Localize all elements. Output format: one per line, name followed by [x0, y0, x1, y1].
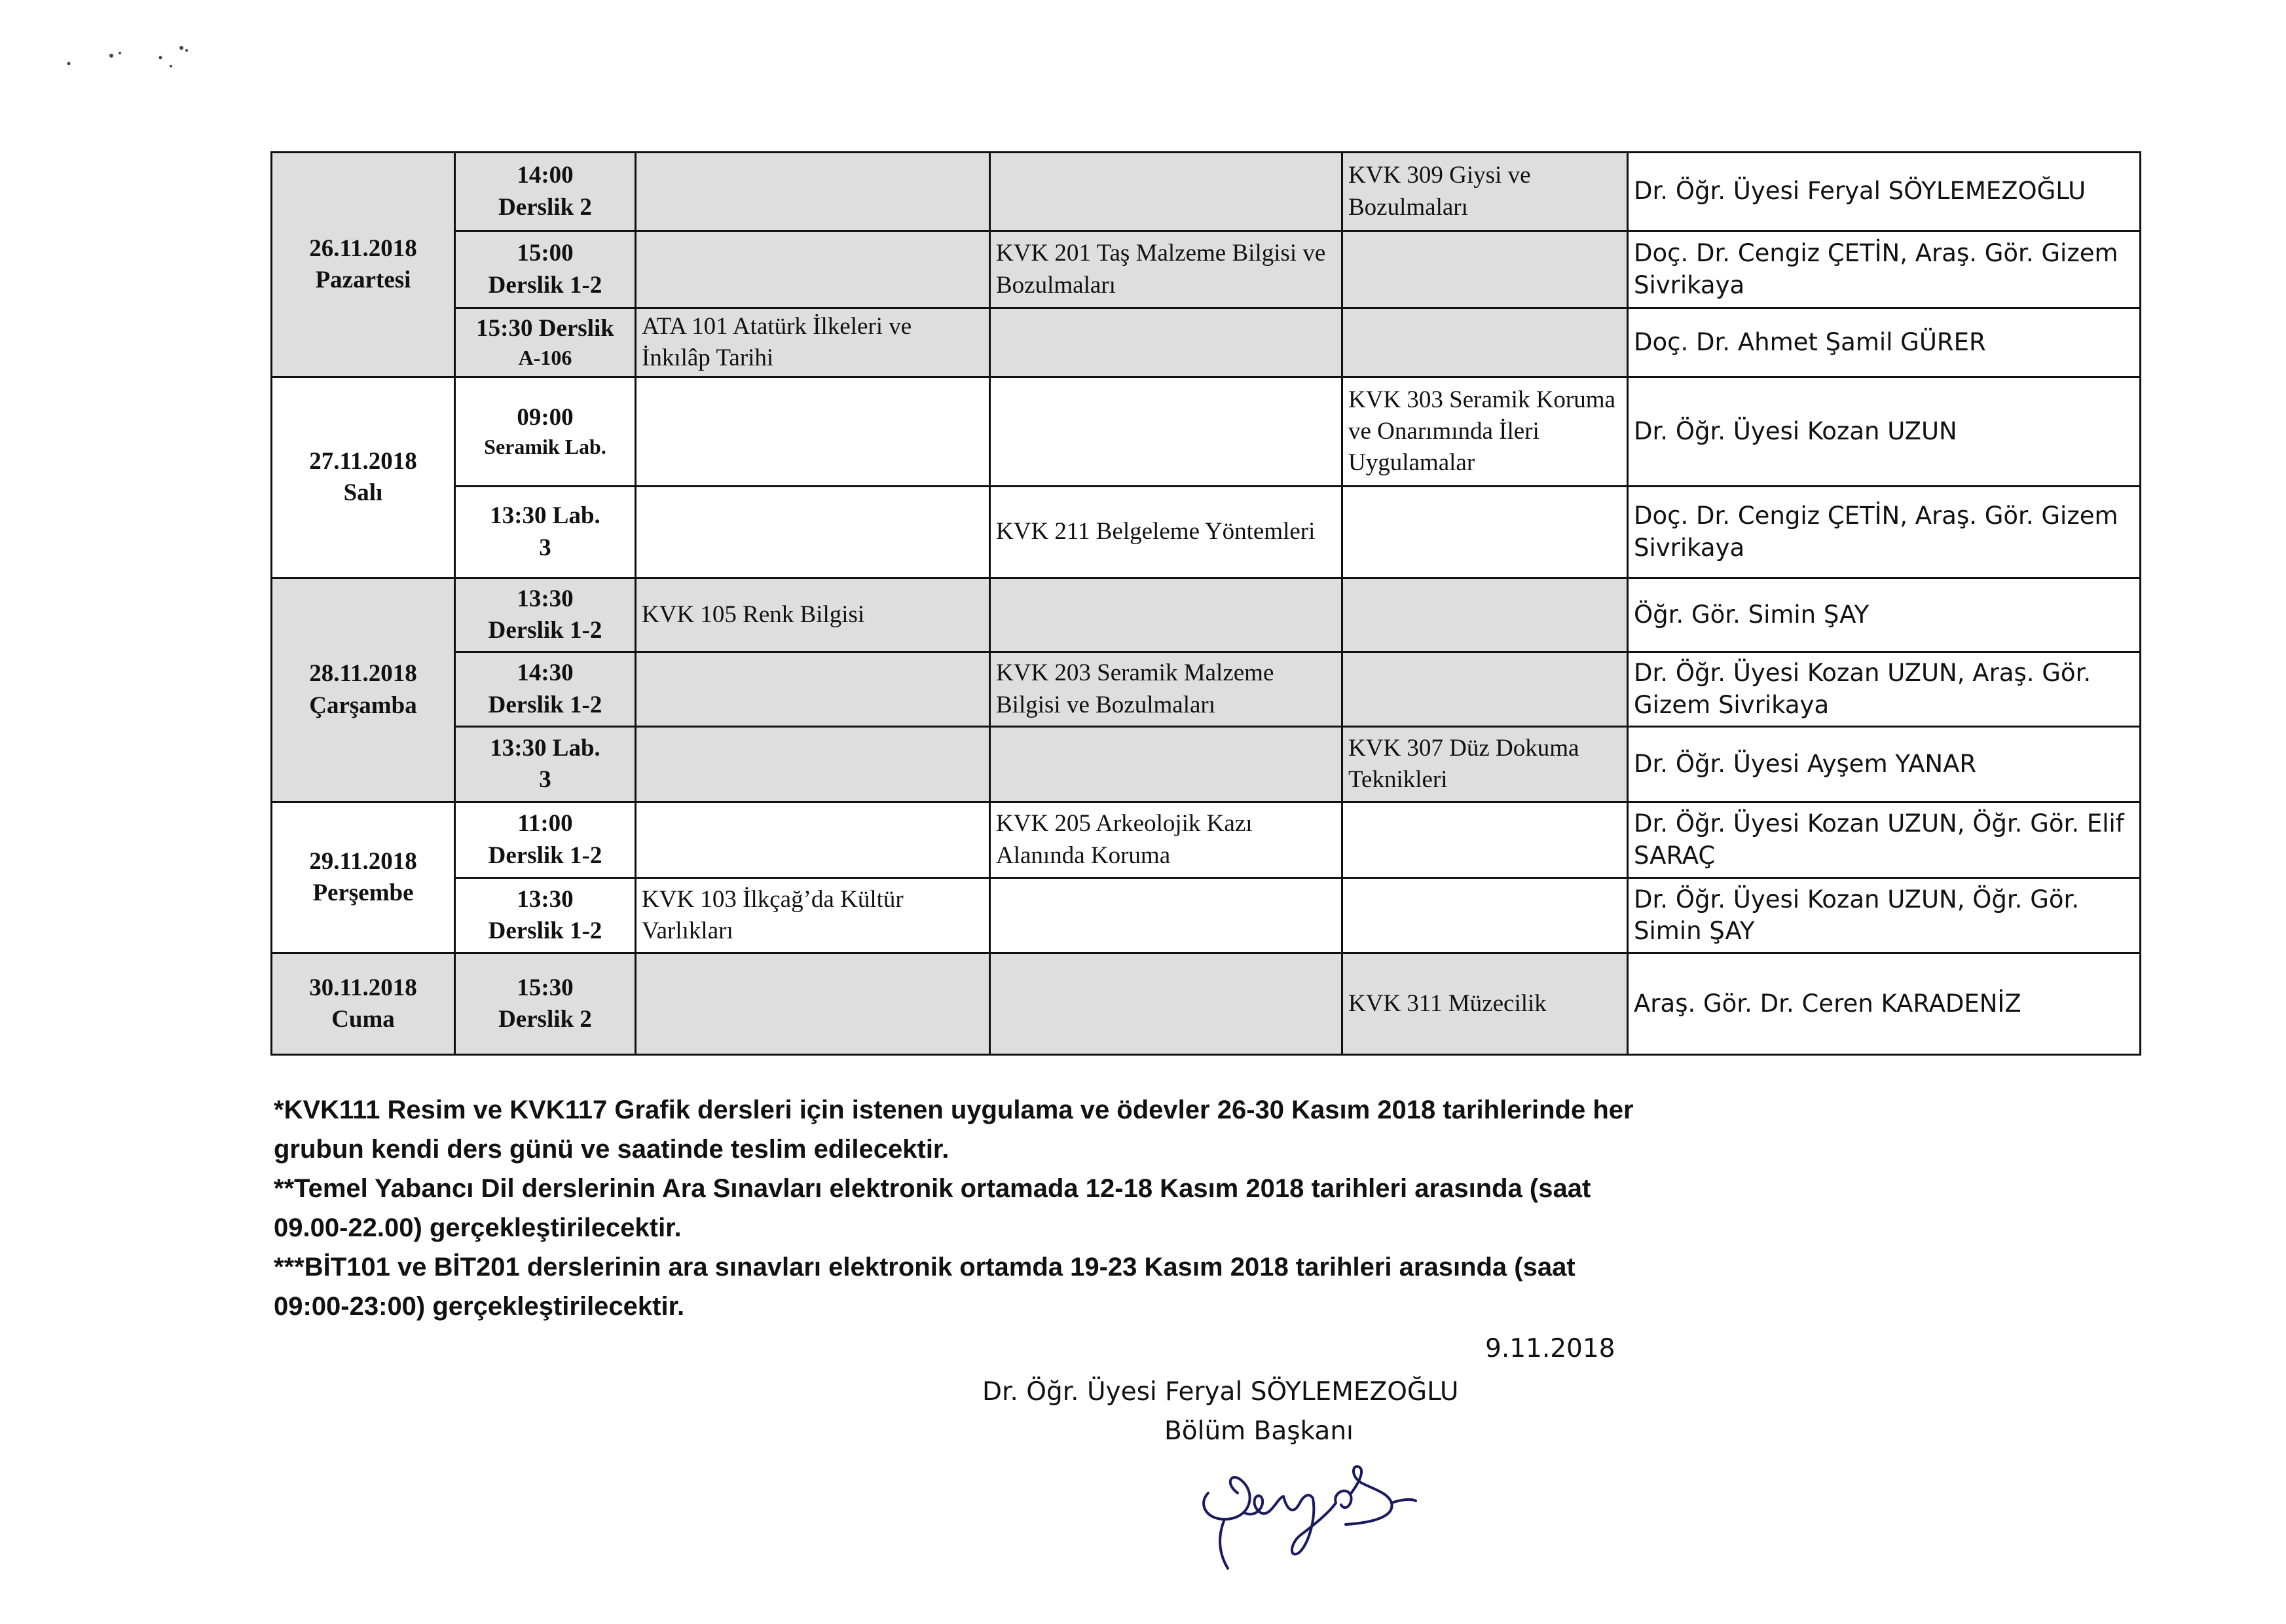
exam-room: Derslik 1-2	[488, 617, 602, 644]
exam-time: 13:30 Lab.	[490, 502, 600, 530]
lecturer-cell: Doç. Dr. Cengiz ÇETİN, Araş. Gör. Gizem Sivrikaya	[1628, 231, 2141, 308]
day-name: Cuma	[331, 1006, 395, 1033]
course-cell-third-year: KVK 311 Müzecilik	[1342, 953, 1628, 1055]
footnote: *KVK111 Resim ve KVK117 Grafik dersleri için istenen uygulama ve ödevler 26-30 Kasım 2018 tarihlerinde her grubun kendi ders günü ve saatinde teslim edilecektir.	[274, 1096, 1634, 1164]
course-cell-third-year	[1342, 308, 1628, 377]
exam-room: Derslik 1-2	[488, 691, 602, 718]
exam-schedule-table	[270, 151, 2141, 1056]
exam-room: 3	[539, 766, 551, 793]
exam-time: 15:00	[517, 240, 574, 267]
lecturer-cell: Dr. Öğr. Üyesi Kozan UZUN	[1628, 377, 2141, 487]
scan-specks	[62, 36, 219, 75]
course-cell-second-year	[990, 308, 1342, 377]
course-cell-second-year	[990, 878, 1342, 953]
day-name: Pazartesi	[315, 267, 411, 293]
course-cell-first-year: ATA 101 Atatürk İlkeleri ve İnkılâp Tarihi	[636, 308, 990, 377]
course-cell-second-year: KVK 201 Taş Malzeme Bilgisi ve Bozulmaları	[990, 231, 1342, 308]
time-cell	[455, 727, 636, 802]
schedule-row	[272, 652, 2141, 727]
exam-time: 13:30	[517, 885, 574, 913]
course-cell-third-year: KVK 309 Giysi ve Bozulmaları	[1342, 153, 1628, 231]
course-cell-first-year	[636, 802, 990, 878]
signatory-title: Bölüm Başkanı	[1164, 1416, 1354, 1446]
exam-time: 13:30 Lab.	[490, 734, 600, 762]
lecturer-cell: Dr. Öğr. Üyesi Kozan UZUN, Öğr. Gör. Elif SARAÇ	[1628, 802, 2141, 878]
day-cell	[272, 153, 455, 377]
course-cell-first-year: KVK 103 İlkçağ’da Kültür Varlıkları	[636, 878, 990, 953]
footnote: ***BİT101 ve BİT201 derslerinin ara sınavları elektronik ortamda 19-23 Kasım 2018 tarihleri arasında (saat 09:00-23:00) gerçekleştirilecektir.	[274, 1253, 1576, 1321]
course-cell-third-year: KVK 303 Seramik Koruma ve Onarımında İleri Uygulamalar	[1342, 377, 1628, 487]
time-cell	[455, 953, 636, 1055]
course-cell-first-year	[636, 487, 990, 578]
lecturer-cell: Öğr. Gör. Simin ŞAY	[1628, 578, 2141, 652]
day-cell	[272, 953, 455, 1055]
course-cell-first-year	[636, 652, 990, 727]
course-cell-second-year	[990, 153, 1342, 231]
signatory-name: Dr. Öğr. Üyesi Feryal SÖYLEMEZOĞLU	[982, 1377, 1459, 1407]
time-cell	[455, 377, 636, 487]
course-cell-first-year	[636, 953, 990, 1055]
time-cell	[455, 578, 636, 652]
exam-room: Derslik 1-2	[488, 271, 602, 299]
course-cell-second-year: KVK 203 Seramik Malzeme Bilgisi ve Bozulmaları	[990, 652, 1342, 727]
time-cell	[455, 231, 636, 308]
schedule-row	[272, 231, 2141, 308]
exam-room: Derslik 1-2	[488, 917, 602, 944]
course-cell-first-year: KVK 105 Renk Bilgisi	[636, 578, 990, 652]
lecturer-cell: Araş. Gör. Dr. Ceren KARADENİZ	[1628, 953, 2141, 1055]
time-cell	[455, 308, 636, 377]
time-cell	[455, 878, 636, 953]
document-date: 9.11.2018	[1485, 1334, 1615, 1363]
course-cell-third-year	[1342, 231, 1628, 308]
course-cell-second-year: KVK 211 Belgeleme Yöntemleri	[990, 487, 1342, 578]
lecturer-cell: Doç. Dr. Ahmet Şamil GÜRER	[1628, 308, 2141, 377]
course-cell-second-year	[990, 727, 1342, 802]
schedule-row	[272, 487, 2141, 578]
time-cell	[455, 487, 636, 578]
course-cell-third-year	[1342, 878, 1628, 953]
day-date: 26.11.2018	[309, 234, 417, 262]
lecturer-cell: Dr. Öğr. Üyesi Kozan UZUN, Öğr. Gör. Simin ŞAY	[1628, 878, 2141, 953]
lecturer-cell: Dr. Öğr. Üyesi Feryal SÖYLEMEZOĞLU	[1628, 153, 2141, 231]
day-cell	[272, 802, 455, 953]
exam-time: 15:30 Derslik	[476, 315, 614, 342]
course-cell-second-year	[990, 953, 1342, 1055]
course-cell-second-year	[990, 578, 1342, 652]
lecturer-cell: Dr. Öğr. Üyesi Kozan UZUN, Araş. Gör. Gizem Sivrikaya	[1628, 652, 2141, 727]
exam-time: 11:00	[517, 810, 573, 838]
course-cell-first-year	[636, 377, 990, 487]
course-cell-third-year	[1342, 578, 1628, 652]
schedule-row	[272, 878, 2141, 953]
schedule-row	[272, 153, 2141, 231]
course-cell-first-year	[636, 727, 990, 802]
day-date: 28.11.2018	[309, 660, 417, 688]
exam-room: 3	[539, 534, 551, 561]
exam-time: 13:30	[517, 585, 574, 612]
schedule-row	[272, 727, 2141, 802]
exam-time: 15:30	[517, 974, 574, 1001]
schedule-row	[272, 377, 2141, 487]
day-name: Perşembe	[312, 879, 414, 906]
schedule-row	[272, 802, 2141, 878]
handwritten-signature	[1179, 1421, 1441, 1578]
course-cell-first-year	[636, 153, 990, 231]
course-cell-third-year	[1342, 487, 1628, 578]
footnote: **Temel Yabancı Dil derslerinin Ara Sınavları elektronik ortamada 12-18 Kasım 2018 tarihleri arasında (saat 09.00-22.00) gerçekleştirilecektir.	[274, 1174, 1591, 1242]
exam-room: A-106	[518, 346, 572, 370]
exam-room: Derslik 2	[498, 193, 592, 221]
day-name: Salı	[343, 479, 383, 506]
time-cell	[455, 802, 636, 878]
course-cell-third-year: KVK 307 Düz Dokuma Teknikleri	[1342, 727, 1628, 802]
exam-time: 14:00	[517, 162, 574, 189]
course-cell-second-year	[990, 377, 1342, 487]
time-cell	[455, 153, 636, 231]
day-date: 29.11.2018	[309, 847, 417, 875]
exam-room: Seramik Lab.	[484, 435, 606, 459]
exam-room: Derslik 1-2	[488, 841, 602, 869]
day-date: 27.11.2018	[309, 447, 417, 475]
schedule-row	[272, 953, 2141, 1055]
footnotes	[274, 1090, 1636, 1326]
course-cell-second-year: KVK 205 Arkeolojik Kazı Alanında Koruma	[990, 802, 1342, 878]
schedule-row	[272, 578, 2141, 652]
day-date: 30.11.2018	[309, 974, 417, 1001]
course-cell-third-year	[1342, 652, 1628, 727]
course-cell-third-year	[1342, 802, 1628, 878]
course-cell-first-year	[636, 231, 990, 308]
day-cell	[272, 377, 455, 578]
exam-room: Derslik 2	[498, 1006, 592, 1033]
exam-time: 14:30	[517, 659, 574, 687]
day-cell	[272, 578, 455, 802]
lecturer-cell: Dr. Öğr. Üyesi Ayşem YANAR	[1628, 727, 2141, 802]
schedule-row	[272, 308, 2141, 377]
time-cell	[455, 652, 636, 727]
lecturer-cell: Doç. Dr. Cengiz ÇETİN, Araş. Gör. Gizem Sivrikaya	[1628, 487, 2141, 578]
exam-time: 09:00	[517, 404, 574, 432]
day-name: Çarşamba	[309, 692, 417, 719]
